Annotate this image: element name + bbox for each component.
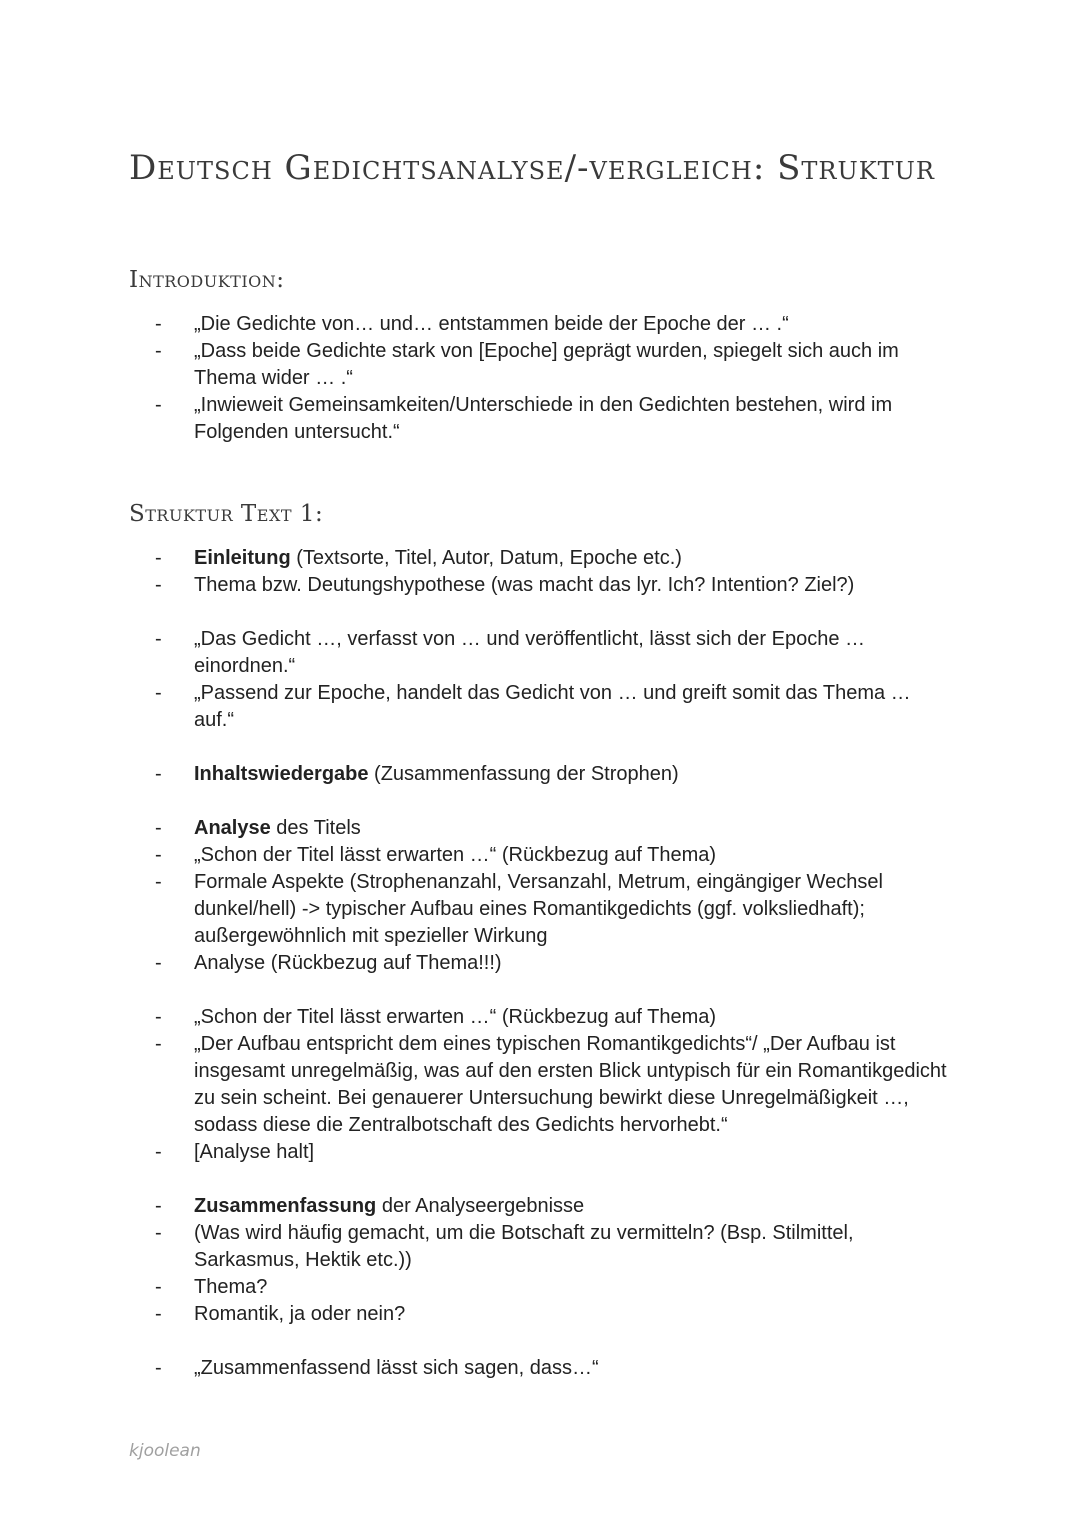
bullet-dash-icon: - — [155, 1141, 162, 1163]
list-item — [155, 680, 955, 734]
list-item — [155, 1220, 955, 1274]
list-item-text: (Zusammenfassung der Strophen) — [368, 763, 679, 785]
bullet-dash-icon: - — [155, 1276, 162, 1298]
list-item — [155, 869, 955, 950]
list-item — [155, 545, 955, 572]
list-item — [155, 815, 955, 842]
bullet-dash-icon: - — [155, 1357, 162, 1379]
list-item — [155, 1004, 955, 1031]
list-item-text: [Analyse halt] — [194, 1141, 315, 1163]
list-item-text: Formale Aspekte (Strophenanzahl, Versanzahl, Metrum, eingängiger Wechsel dunkel/hell) -> typischer Aufbau eines Romantikgedichts (ggf. volksliedhaft); außergewöhnlich mit spezieller Wirkung — [194, 871, 883, 947]
introduktion-list — [155, 311, 955, 446]
bullet-dash-icon: - — [155, 313, 162, 335]
list-item-bold: Zusammenfassung — [194, 1195, 377, 1217]
list-item-text: Analyse (Rückbezug auf Thema!!!) — [194, 952, 502, 974]
list-item — [155, 1139, 955, 1166]
list-item — [155, 1193, 955, 1220]
list-item-text: „Inwieweit Gemeinsamkeiten/Unterschiede in den Gedichten bestehen, wird im Folgenden untersucht.“ — [194, 394, 893, 443]
bullet-dash-icon: - — [155, 394, 162, 416]
page-title: Deutsch Gedichtsanalyse/-vergleich: Struktur — [129, 148, 935, 188]
bullet-dash-icon: - — [155, 682, 162, 704]
list-item — [155, 392, 955, 446]
list-item-text: „Dass beide Gedichte stark von [Epoche] geprägt wurden, spiegelt sich auch im Thema wider … .“ — [194, 340, 899, 389]
list-item — [155, 1301, 955, 1328]
list-item-text: „Zusammenfassend lässt sich sagen, dass…“ — [194, 1357, 599, 1379]
list-item-text: „Die Gedichte von… und… entstammen beide der Epoche der … .“ — [194, 313, 789, 335]
list-item-text: „Schon der Titel lässt erwarten …“ (Rückbezug auf Thema) — [194, 1006, 717, 1028]
bullet-dash-icon: - — [155, 574, 162, 596]
bullet-dash-icon: - — [155, 1006, 162, 1028]
bullet-dash-icon: - — [155, 871, 162, 893]
list-item — [155, 761, 955, 788]
list-item — [155, 1031, 955, 1139]
list-item-text: „Das Gedicht …, verfasst von … und veröffentlicht, lässt sich der Epoche … einordnen.“ — [194, 628, 866, 677]
section-heading-introduktion: Introduktion: — [129, 267, 285, 293]
bullet-dash-icon: - — [155, 817, 162, 839]
list-item-bold: Inhaltswiedergabe — [194, 763, 369, 785]
bullet-dash-icon: - — [155, 844, 162, 866]
list-item — [155, 338, 955, 392]
list-item-text: Thema? — [194, 1276, 268, 1298]
bullet-dash-icon: - — [155, 1195, 162, 1217]
struktur-list — [155, 545, 955, 1382]
list-item — [155, 842, 955, 869]
bullet-dash-icon: - — [155, 952, 162, 974]
list-item — [155, 626, 955, 680]
list-item-text: Thema bzw. Deutungshypothese (was macht das lyr. Ich? Intention? Ziel?) — [194, 574, 855, 596]
bullet-dash-icon: - — [155, 340, 162, 362]
list-item-text: Romantik, ja oder nein? — [194, 1303, 406, 1325]
list-item — [155, 950, 955, 977]
list-item — [155, 1355, 955, 1382]
bullet-dash-icon: - — [155, 763, 162, 785]
list-item — [155, 311, 955, 338]
list-item — [155, 1274, 955, 1301]
list-item-text: „Passend zur Epoche, handelt das Gedicht von … und greift somit das Thema … auf.“ — [194, 682, 911, 731]
list-item — [155, 572, 955, 599]
list-item-text: (Was wird häufig gemacht, um die Botschaft zu vermitteln? (Bsp. Stilmittel, Sarkasmus, Hektik etc.)) — [194, 1222, 854, 1271]
section-heading-struktur-text-1: Struktur Text 1: — [129, 501, 324, 527]
list-item-bold: Einleitung — [194, 547, 291, 569]
list-item-text: „Der Aufbau entspricht dem eines typischen Romantikgedichts“/ „Der Aufbau ist insgesamt unregelmäßig, was auf den ersten Blick untypisch für ein Romantikgedicht zu sein scheint. Bei genauerer Untersuchung bewirkt diese Unregelmäßigkeit …, sodass diese die Zentralbotschaft des Gedichts hervorhebt.“ — [194, 1033, 947, 1136]
list-item-bold: Analyse — [194, 817, 271, 839]
list-item-text: „Schon der Titel lässt erwarten …“ (Rückbezug auf Thema) — [194, 844, 717, 866]
bullet-dash-icon: - — [155, 1303, 162, 1325]
bullet-dash-icon: - — [155, 1033, 162, 1055]
bullet-dash-icon: - — [155, 1222, 162, 1244]
list-item-text: der Analyseergebnisse — [376, 1195, 585, 1217]
list-item-text: des Titels — [270, 817, 361, 839]
bullet-dash-icon: - — [155, 547, 162, 569]
author-signature: kjoolean — [129, 1441, 201, 1461]
list-item-text: (Textsorte, Titel, Autor, Datum, Epoche etc.) — [290, 547, 682, 569]
bullet-dash-icon: - — [155, 628, 162, 650]
